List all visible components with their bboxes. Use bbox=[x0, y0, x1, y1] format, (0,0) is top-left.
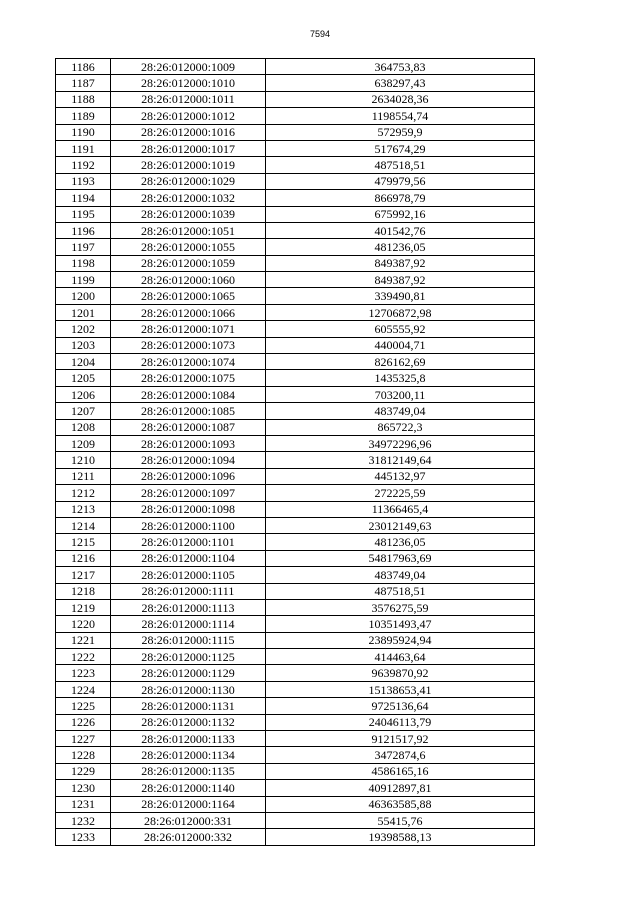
cadastral-value-cell: 9725136,64 bbox=[266, 698, 535, 714]
cadastral-number-cell: 28:26:012000:1115 bbox=[111, 632, 266, 648]
cadastral-number-cell: 28:26:012000:1134 bbox=[111, 747, 266, 763]
cadastral-value-table bbox=[55, 58, 535, 846]
row-number-cell: 1210 bbox=[56, 452, 111, 468]
cadastral-number-cell: 28:26:012000:1075 bbox=[111, 370, 266, 386]
cadastral-value-cell: 272225,59 bbox=[266, 485, 535, 501]
cadastral-number-cell: 28:26:012000:1131 bbox=[111, 698, 266, 714]
row-number-cell: 1215 bbox=[56, 534, 111, 550]
table-row bbox=[56, 731, 535, 747]
cadastral-number-cell: 28:26:012000:332 bbox=[111, 829, 266, 845]
row-number-cell: 1188 bbox=[56, 91, 111, 107]
table-row bbox=[56, 452, 535, 468]
cadastral-value-cell: 339490,81 bbox=[266, 288, 535, 304]
cadastral-value-cell: 46363585,88 bbox=[266, 796, 535, 812]
cadastral-value-cell: 826162,69 bbox=[266, 354, 535, 370]
cadastral-number-cell: 28:26:012000:1130 bbox=[111, 681, 266, 697]
row-number-cell: 1194 bbox=[56, 190, 111, 206]
cadastral-value-cell: 865722,3 bbox=[266, 419, 535, 435]
cadastral-number-cell: 28:26:012000:1017 bbox=[111, 140, 266, 156]
cadastral-number-cell: 28:26:012000:1105 bbox=[111, 567, 266, 583]
table-row bbox=[56, 370, 535, 386]
table-body bbox=[56, 59, 535, 846]
cadastral-number-cell: 28:26:012000:1113 bbox=[111, 599, 266, 615]
table-row bbox=[56, 435, 535, 451]
row-number-cell: 1223 bbox=[56, 665, 111, 681]
cadastral-value-cell: 23012149,63 bbox=[266, 517, 535, 533]
cadastral-value-cell: 54817963,69 bbox=[266, 550, 535, 566]
cadastral-value-cell: 703200,11 bbox=[266, 386, 535, 402]
row-number-cell: 1204 bbox=[56, 354, 111, 370]
cadastral-value-cell: 849387,92 bbox=[266, 272, 535, 288]
row-number-cell: 1228 bbox=[56, 747, 111, 763]
row-number-cell: 1192 bbox=[56, 157, 111, 173]
row-number-cell: 1199 bbox=[56, 272, 111, 288]
row-number-cell: 1221 bbox=[56, 632, 111, 648]
cadastral-number-cell: 28:26:012000:1094 bbox=[111, 452, 266, 468]
cadastral-number-cell: 28:26:012000:1051 bbox=[111, 222, 266, 238]
row-number-cell: 1186 bbox=[56, 59, 111, 75]
row-number-cell: 1214 bbox=[56, 517, 111, 533]
row-number-cell: 1219 bbox=[56, 599, 111, 615]
cadastral-value-cell: 364753,83 bbox=[266, 59, 535, 75]
cadastral-number-cell: 28:26:012000:1009 bbox=[111, 59, 266, 75]
cadastral-number-cell: 28:26:012000:1096 bbox=[111, 468, 266, 484]
row-number-cell: 1222 bbox=[56, 649, 111, 665]
row-number-cell: 1203 bbox=[56, 337, 111, 353]
cadastral-number-cell: 28:26:012000:1085 bbox=[111, 403, 266, 419]
cadastral-value-cell: 55415,76 bbox=[266, 812, 535, 828]
cadastral-value-cell: 31812149,64 bbox=[266, 452, 535, 468]
table-row bbox=[56, 780, 535, 796]
cadastral-number-cell: 28:26:012000:1074 bbox=[111, 354, 266, 370]
cadastral-number-cell: 28:26:012000:1140 bbox=[111, 780, 266, 796]
cadastral-number-cell: 28:26:012000:1060 bbox=[111, 272, 266, 288]
cadastral-value-cell: 483749,04 bbox=[266, 403, 535, 419]
row-number-cell: 1229 bbox=[56, 763, 111, 779]
cadastral-value-cell: 440004,71 bbox=[266, 337, 535, 353]
table-row bbox=[56, 534, 535, 550]
row-number-cell: 1189 bbox=[56, 108, 111, 124]
cadastral-number-cell: 28:26:012000:1104 bbox=[111, 550, 266, 566]
cadastral-value-cell: 572959,9 bbox=[266, 124, 535, 140]
table-row bbox=[56, 681, 535, 697]
table-row bbox=[56, 419, 535, 435]
cadastral-number-cell: 28:26:012000:1032 bbox=[111, 190, 266, 206]
table-row bbox=[56, 386, 535, 402]
cadastral-number-cell: 28:26:012000:1029 bbox=[111, 173, 266, 189]
row-number-cell: 1200 bbox=[56, 288, 111, 304]
table-row bbox=[56, 567, 535, 583]
table-row bbox=[56, 796, 535, 812]
cadastral-number-cell: 28:26:012000:1073 bbox=[111, 337, 266, 353]
cadastral-value-cell: 23895924,94 bbox=[266, 632, 535, 648]
row-number-cell: 1191 bbox=[56, 140, 111, 156]
page-number: 7594 bbox=[309, 29, 331, 39]
cadastral-value-cell: 487518,51 bbox=[266, 157, 535, 173]
table-row bbox=[56, 698, 535, 714]
table-row bbox=[56, 206, 535, 222]
cadastral-number-cell: 28:26:012000:1084 bbox=[111, 386, 266, 402]
table-row bbox=[56, 75, 535, 91]
cadastral-value-cell: 11366465,4 bbox=[266, 501, 535, 517]
table-row bbox=[56, 140, 535, 156]
cadastral-number-cell: 28:26:012000:1039 bbox=[111, 206, 266, 222]
row-number-cell: 1197 bbox=[56, 239, 111, 255]
cadastral-value-cell: 481236,05 bbox=[266, 534, 535, 550]
cadastral-value-cell: 1198554,74 bbox=[266, 108, 535, 124]
cadastral-value-cell: 2634028,36 bbox=[266, 91, 535, 107]
table-row bbox=[56, 501, 535, 517]
row-number-cell: 1208 bbox=[56, 419, 111, 435]
cadastral-number-cell: 28:26:012000:1098 bbox=[111, 501, 266, 517]
cadastral-value-cell: 866978,79 bbox=[266, 190, 535, 206]
table-row bbox=[56, 829, 535, 845]
cadastral-number-cell: 28:26:012000:1011 bbox=[111, 91, 266, 107]
table-row bbox=[56, 485, 535, 501]
row-number-cell: 1213 bbox=[56, 501, 111, 517]
cadastral-number-cell: 28:26:012000:1135 bbox=[111, 763, 266, 779]
row-number-cell: 1201 bbox=[56, 304, 111, 320]
cadastral-value-cell: 9121517,92 bbox=[266, 731, 535, 747]
table-row bbox=[56, 108, 535, 124]
cadastral-number-cell: 28:26:012000:1101 bbox=[111, 534, 266, 550]
cadastral-value-cell: 40912897,81 bbox=[266, 780, 535, 796]
cadastral-value-cell: 1435325,8 bbox=[266, 370, 535, 386]
row-number-cell: 1232 bbox=[56, 812, 111, 828]
table-row bbox=[56, 763, 535, 779]
table-row bbox=[56, 190, 535, 206]
table-row bbox=[56, 59, 535, 75]
cadastral-value-cell: 481236,05 bbox=[266, 239, 535, 255]
row-number-cell: 1190 bbox=[56, 124, 111, 140]
table-row bbox=[56, 550, 535, 566]
table-row bbox=[56, 665, 535, 681]
table-row bbox=[56, 124, 535, 140]
cadastral-value-cell: 605555,92 bbox=[266, 321, 535, 337]
table-row bbox=[56, 157, 535, 173]
table-row bbox=[56, 632, 535, 648]
cadastral-number-cell: 28:26:012000:1093 bbox=[111, 435, 266, 451]
cadastral-value-cell: 3576275,59 bbox=[266, 599, 535, 615]
table-row bbox=[56, 649, 535, 665]
cadastral-value-cell: 445132,97 bbox=[266, 468, 535, 484]
table-row bbox=[56, 583, 535, 599]
cadastral-value-cell: 15138653,41 bbox=[266, 681, 535, 697]
row-number-cell: 1209 bbox=[56, 435, 111, 451]
table-row bbox=[56, 812, 535, 828]
row-number-cell: 1211 bbox=[56, 468, 111, 484]
row-number-cell: 1187 bbox=[56, 75, 111, 91]
cadastral-number-cell: 28:26:012000:1019 bbox=[111, 157, 266, 173]
cadastral-number-cell: 28:26:012000:1087 bbox=[111, 419, 266, 435]
cadastral-value-cell: 4586165,16 bbox=[266, 763, 535, 779]
cadastral-value-cell: 414463,64 bbox=[266, 649, 535, 665]
row-number-cell: 1224 bbox=[56, 681, 111, 697]
table-row bbox=[56, 255, 535, 271]
cadastral-number-cell: 28:26:012000:1097 bbox=[111, 485, 266, 501]
table-row bbox=[56, 403, 535, 419]
cadastral-value-cell: 34972296,96 bbox=[266, 435, 535, 451]
cadastral-number-cell: 28:26:012000:1016 bbox=[111, 124, 266, 140]
cadastral-number-cell: 28:26:012000:1129 bbox=[111, 665, 266, 681]
table-row bbox=[56, 468, 535, 484]
cadastral-value-cell: 3472874,6 bbox=[266, 747, 535, 763]
table-row bbox=[56, 616, 535, 632]
table-row bbox=[56, 321, 535, 337]
cadastral-number-cell: 28:26:012000:1111 bbox=[111, 583, 266, 599]
table-row bbox=[56, 337, 535, 353]
table-row bbox=[56, 747, 535, 763]
table-row bbox=[56, 288, 535, 304]
cadastral-value-cell: 9639870,92 bbox=[266, 665, 535, 681]
cadastral-value-cell: 483749,04 bbox=[266, 567, 535, 583]
table-row bbox=[56, 517, 535, 533]
cadastral-value-cell: 849387,92 bbox=[266, 255, 535, 271]
cadastral-value-cell: 675992,16 bbox=[266, 206, 535, 222]
cadastral-value-cell: 401542,76 bbox=[266, 222, 535, 238]
row-number-cell: 1233 bbox=[56, 829, 111, 845]
cadastral-number-cell: 28:26:012000:1114 bbox=[111, 616, 266, 632]
table-row bbox=[56, 599, 535, 615]
cadastral-value-cell: 10351493,47 bbox=[266, 616, 535, 632]
cadastral-number-cell: 28:26:012000:1132 bbox=[111, 714, 266, 730]
cadastral-value-cell: 12706872,98 bbox=[266, 304, 535, 320]
table-row bbox=[56, 91, 535, 107]
cadastral-number-cell: 28:26:012000:1066 bbox=[111, 304, 266, 320]
row-number-cell: 1205 bbox=[56, 370, 111, 386]
table-row bbox=[56, 714, 535, 730]
cadastral-number-cell: 28:26:012000:1012 bbox=[111, 108, 266, 124]
row-number-cell: 1218 bbox=[56, 583, 111, 599]
table-row bbox=[56, 272, 535, 288]
row-number-cell: 1207 bbox=[56, 403, 111, 419]
row-number-cell: 1195 bbox=[56, 206, 111, 222]
cadastral-number-cell: 28:26:012000:1100 bbox=[111, 517, 266, 533]
row-number-cell: 1206 bbox=[56, 386, 111, 402]
cadastral-value-cell: 487518,51 bbox=[266, 583, 535, 599]
cadastral-number-cell: 28:26:012000:1164 bbox=[111, 796, 266, 812]
row-number-cell: 1231 bbox=[56, 796, 111, 812]
row-number-cell: 1198 bbox=[56, 255, 111, 271]
cadastral-number-cell: 28:26:012000:1055 bbox=[111, 239, 266, 255]
row-number-cell: 1216 bbox=[56, 550, 111, 566]
cadastral-number-cell: 28:26:012000:1065 bbox=[111, 288, 266, 304]
row-number-cell: 1196 bbox=[56, 222, 111, 238]
cadastral-number-cell: 28:26:012000:1059 bbox=[111, 255, 266, 271]
cadastral-number-cell: 28:26:012000:331 bbox=[111, 812, 266, 828]
row-number-cell: 1217 bbox=[56, 567, 111, 583]
row-number-cell: 1227 bbox=[56, 731, 111, 747]
table-row bbox=[56, 354, 535, 370]
cadastral-value-cell: 638297,43 bbox=[266, 75, 535, 91]
cadastral-value-cell: 19398588,13 bbox=[266, 829, 535, 845]
cadastral-number-cell: 28:26:012000:1071 bbox=[111, 321, 266, 337]
table-row bbox=[56, 222, 535, 238]
table-row bbox=[56, 173, 535, 189]
cadastral-value-cell: 479979,56 bbox=[266, 173, 535, 189]
table-row bbox=[56, 239, 535, 255]
row-number-cell: 1212 bbox=[56, 485, 111, 501]
row-number-cell: 1230 bbox=[56, 780, 111, 796]
cadastral-value-cell: 24046113,79 bbox=[266, 714, 535, 730]
row-number-cell: 1193 bbox=[56, 173, 111, 189]
row-number-cell: 1226 bbox=[56, 714, 111, 730]
row-number-cell: 1202 bbox=[56, 321, 111, 337]
table-row bbox=[56, 304, 535, 320]
cadastral-value-cell: 517674,29 bbox=[266, 140, 535, 156]
row-number-cell: 1220 bbox=[56, 616, 111, 632]
row-number-cell: 1225 bbox=[56, 698, 111, 714]
cadastral-number-cell: 28:26:012000:1010 bbox=[111, 75, 266, 91]
cadastral-number-cell: 28:26:012000:1133 bbox=[111, 731, 266, 747]
cadastral-number-cell: 28:26:012000:1125 bbox=[111, 649, 266, 665]
